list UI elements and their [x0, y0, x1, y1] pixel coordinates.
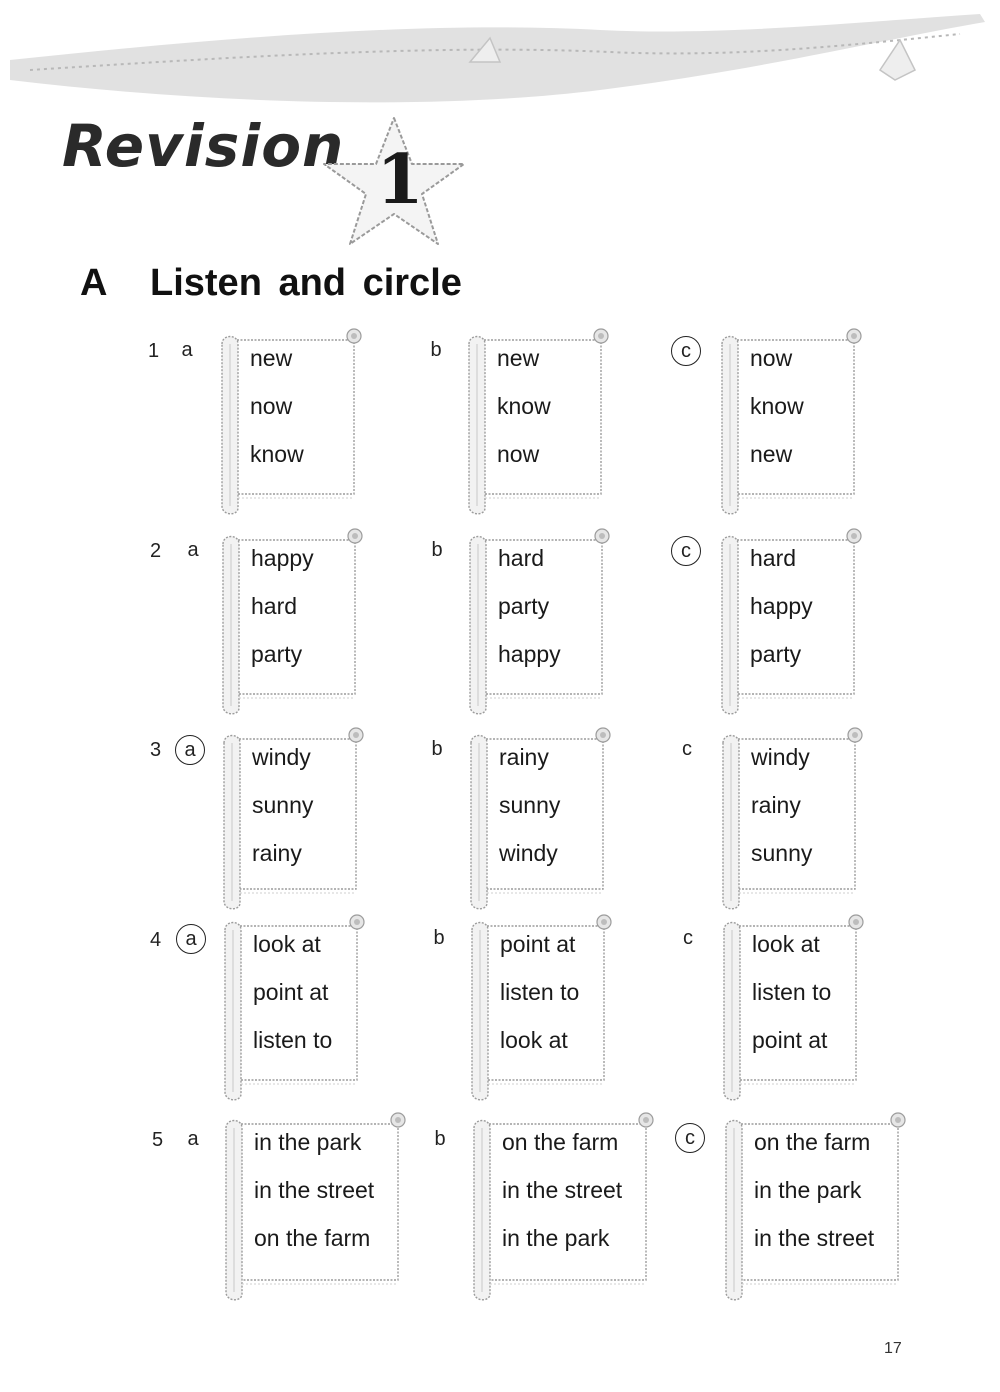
word-scroll-card[interactable]	[220, 1110, 408, 1304]
word-item: in the park	[754, 1177, 862, 1203]
option-letter[interactable]: b	[434, 1128, 446, 1150]
word-item: new	[750, 441, 793, 467]
word-item: on the farm	[754, 1129, 871, 1155]
word-item: windy	[751, 744, 810, 770]
word-item: hard	[750, 545, 797, 571]
word-item: happy	[251, 545, 314, 571]
word-item: know	[497, 393, 551, 419]
word-scroll-card[interactable]	[717, 725, 865, 913]
question-number: 2	[150, 540, 162, 562]
word-item: now	[750, 345, 793, 371]
question-number: 3	[150, 739, 162, 761]
word-item: sunny	[499, 792, 561, 818]
option-letter[interactable]: a	[187, 1128, 199, 1150]
option-letter[interactable]: b	[431, 539, 443, 561]
word-scroll-card[interactable]	[720, 1110, 908, 1304]
page-title: Revision	[62, 112, 345, 180]
word-scroll-card[interactable]	[468, 1110, 656, 1304]
word-item: in the street	[502, 1177, 623, 1203]
word-item: windy	[252, 744, 311, 770]
word-item: rainy	[751, 792, 801, 818]
option-letter[interactable]: c	[675, 1123, 705, 1153]
word-scroll-card[interactable]	[219, 912, 367, 1104]
option-letter[interactable]: c	[683, 927, 693, 949]
word-item: new	[250, 345, 293, 371]
word-item: look at	[752, 931, 820, 957]
word-item: listen to	[253, 1027, 333, 1053]
word-item: point at	[500, 931, 576, 957]
option-letter[interactable]: c	[682, 738, 692, 760]
word-scroll-card[interactable]	[218, 725, 366, 913]
option-letter[interactable]: b	[430, 339, 442, 361]
word-item: know	[750, 393, 804, 419]
section-title: Listen and circle	[150, 262, 462, 304]
option-letter[interactable]: a	[176, 924, 206, 954]
word-item: look at	[253, 931, 321, 957]
word-item: sunny	[751, 840, 813, 866]
section-letter: A	[80, 262, 108, 304]
option-letter[interactable]: b	[431, 738, 443, 760]
word-item: in the park	[502, 1225, 610, 1251]
word-item: party	[750, 641, 802, 667]
option-letter[interactable]: c	[671, 536, 701, 566]
question-number: 5	[152, 1129, 164, 1151]
word-item: new	[497, 345, 540, 371]
word-item: listen to	[752, 979, 832, 1005]
header-banner	[0, 0, 1000, 120]
word-scroll-card[interactable]	[466, 912, 614, 1104]
word-item: hard	[498, 545, 545, 571]
page-number: 17	[884, 1340, 902, 1357]
word-item: windy	[499, 840, 558, 866]
word-item: on the farm	[502, 1129, 619, 1155]
word-scroll-card[interactable]	[465, 725, 613, 913]
option-letter[interactable]: a	[181, 339, 193, 361]
word-item: in the street	[754, 1225, 875, 1251]
word-item: party	[498, 593, 550, 619]
word-item: know	[250, 441, 304, 467]
word-item: happy	[750, 593, 813, 619]
word-item: happy	[498, 641, 561, 667]
word-item: look at	[500, 1027, 568, 1053]
word-item: listen to	[500, 979, 580, 1005]
word-scroll-card[interactable]	[217, 526, 365, 718]
word-item: on the farm	[254, 1225, 371, 1251]
word-item: in the park	[254, 1129, 362, 1155]
word-item: rainy	[252, 840, 302, 866]
word-item: rainy	[499, 744, 549, 770]
word-item: point at	[752, 1027, 828, 1053]
word-item: point at	[253, 979, 329, 1005]
word-item: hard	[251, 593, 298, 619]
word-item: now	[497, 441, 540, 467]
word-scroll-card[interactable]	[216, 326, 364, 518]
word-item: in the street	[254, 1177, 375, 1203]
question-number: 1	[148, 340, 160, 362]
word-scroll-card[interactable]	[716, 526, 864, 718]
revision-number: 1	[376, 140, 424, 220]
word-scroll-card[interactable]	[464, 526, 612, 718]
option-letter[interactable]: a	[187, 539, 199, 561]
word-item: sunny	[252, 792, 314, 818]
word-item: now	[250, 393, 293, 419]
option-letter[interactable]: c	[671, 336, 701, 366]
word-scroll-card[interactable]	[716, 326, 864, 518]
word-scroll-card[interactable]	[463, 326, 611, 518]
word-item: party	[251, 641, 303, 667]
option-letter[interactable]: b	[433, 927, 445, 949]
option-letter[interactable]: a	[175, 735, 205, 765]
question-number: 4	[150, 929, 162, 951]
word-scroll-card[interactable]	[718, 912, 866, 1104]
